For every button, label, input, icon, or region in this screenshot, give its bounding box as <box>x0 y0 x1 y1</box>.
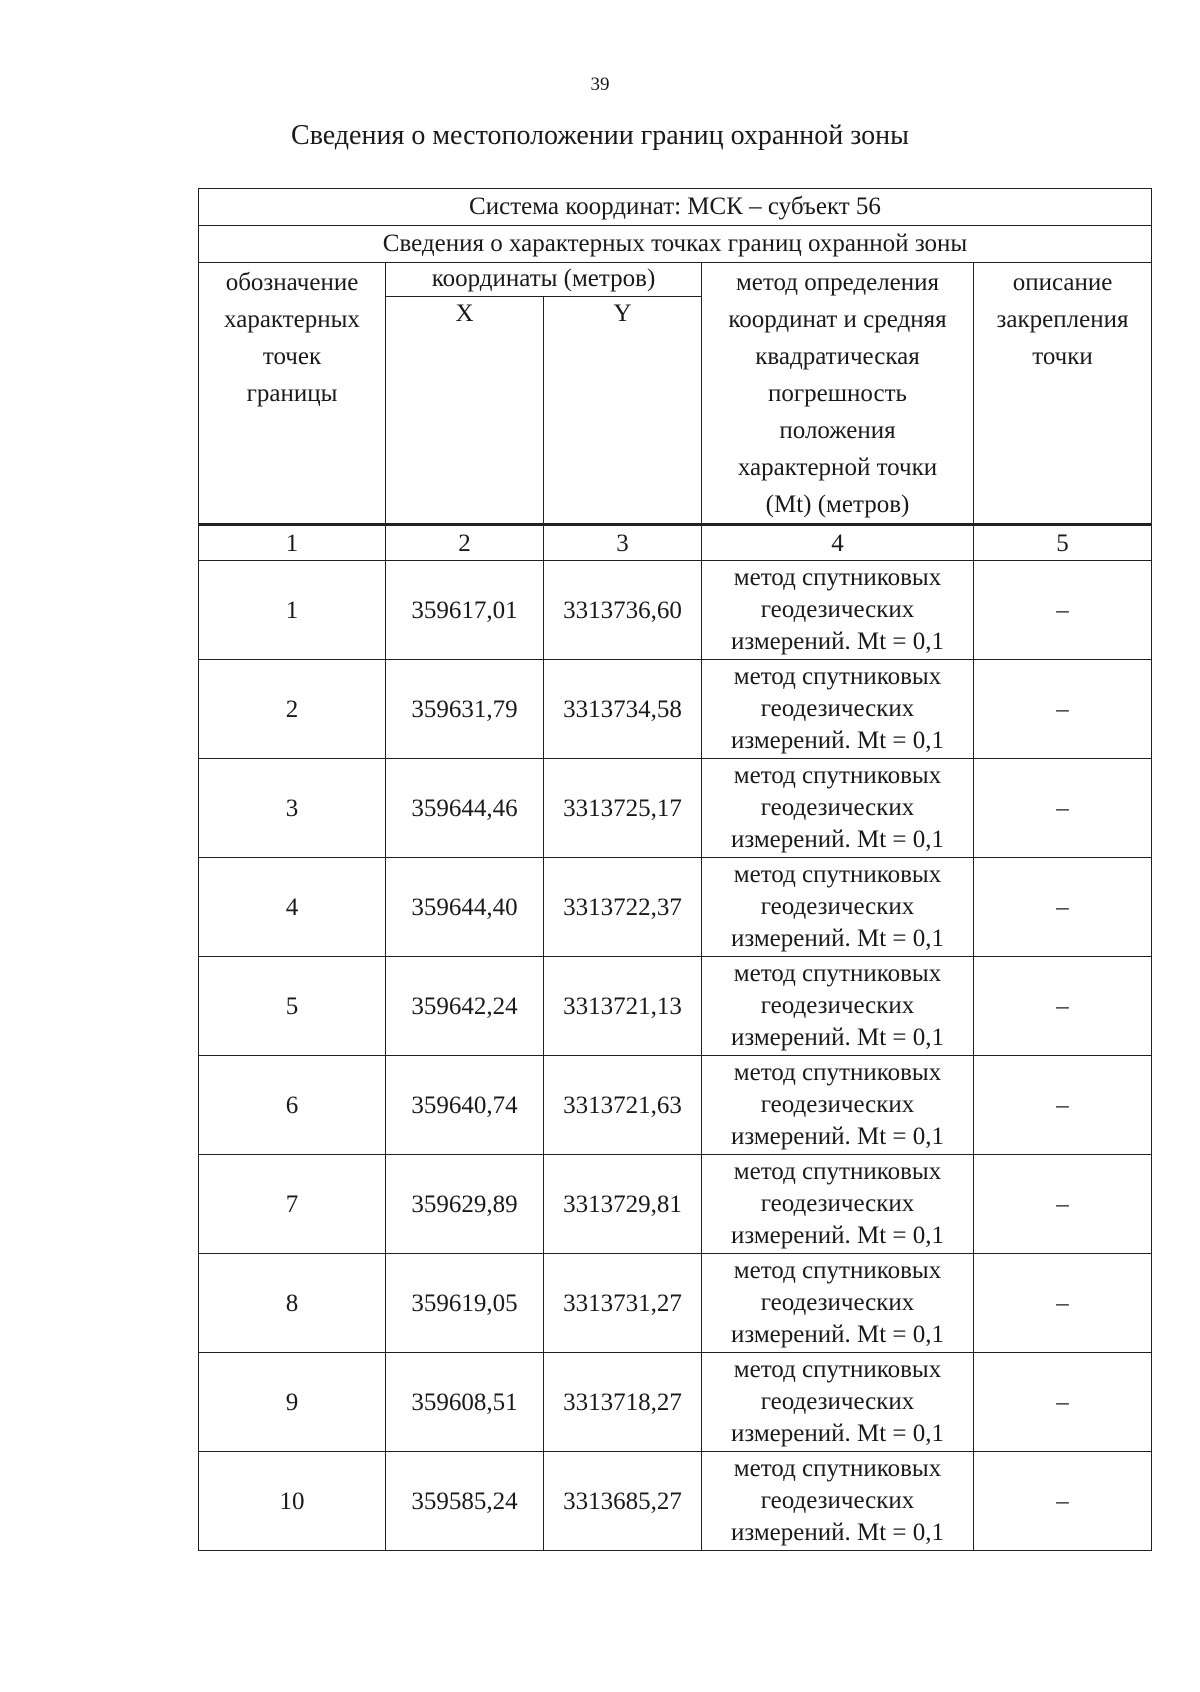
point-number-cell: 5 <box>199 957 386 1056</box>
method-line: измерений. Mt = 0,1 <box>730 1222 945 1249</box>
method-line: метод спутниковых <box>733 1455 942 1482</box>
y-coordinate-cell: 3313736,60 <box>544 561 702 660</box>
point-number-cell: 7 <box>199 1155 386 1254</box>
method-line: метод спутниковых <box>733 1059 942 1086</box>
method-cell <box>702 858 974 957</box>
method-cell <box>702 957 974 1056</box>
table-caption-cell: Сведения о характерных точках границ охранной зоны <box>199 226 1152 263</box>
table-row <box>199 858 1152 957</box>
method-line: измерений. Mt = 0,1 <box>730 1519 945 1546</box>
method-line: геодезических <box>760 695 915 722</box>
description-cell: – <box>974 1056 1152 1155</box>
header-designation <box>199 263 386 525</box>
header-x: X <box>386 296 544 524</box>
table-row <box>199 957 1152 1056</box>
method-line: геодезических <box>760 1190 915 1217</box>
method-cell <box>702 1452 974 1551</box>
method-line: метод спутниковых <box>733 564 942 591</box>
point-number-cell: 8 <box>199 1254 386 1353</box>
header-designation-line: характерных <box>224 306 360 333</box>
x-coordinate-cell: 359619,05 <box>386 1254 544 1353</box>
page-number: 39 <box>590 74 610 95</box>
y-coordinate-cell: 3313718,27 <box>544 1353 702 1452</box>
method-cell <box>702 660 974 759</box>
table-row <box>199 1254 1152 1353</box>
method-line: метод спутниковых <box>733 1356 942 1383</box>
y-coordinate-cell: 3313729,81 <box>544 1155 702 1254</box>
boundary-table-container <box>198 188 1151 1551</box>
coordinate-system-cell: Система координат: МСК – субъект 56 <box>199 189 1152 226</box>
header-designation-line: обозначение <box>225 269 359 296</box>
method-line: измерений. Mt = 0,1 <box>730 727 945 754</box>
y-coordinate-cell: 3313721,63 <box>544 1056 702 1155</box>
x-coordinate-cell: 359631,79 <box>386 660 544 759</box>
y-coordinate-cell: 3313734,58 <box>544 660 702 759</box>
point-number-cell: 4 <box>199 858 386 957</box>
method-line: измерений. Mt = 0,1 <box>730 1123 945 1150</box>
header-method-line: координат и средняя <box>728 306 947 333</box>
method-line: измерений. Mt = 0,1 <box>730 1321 945 1348</box>
point-number-cell: 3 <box>199 759 386 858</box>
method-line: метод спутниковых <box>733 960 942 987</box>
method-line: геодезических <box>760 1091 915 1118</box>
method-line: геодезических <box>760 1487 915 1514</box>
description-cell: – <box>974 1254 1152 1353</box>
column-number: 2 <box>386 525 544 561</box>
method-line: метод спутниковых <box>733 762 942 789</box>
header-y: Y <box>544 296 702 524</box>
y-coordinate-cell: 3313721,13 <box>544 957 702 1056</box>
x-coordinate-cell: 359585,24 <box>386 1452 544 1551</box>
column-number-row <box>199 525 1152 561</box>
method-line: геодезических <box>760 992 915 1019</box>
header-designation-line: точек <box>262 343 322 370</box>
header-method <box>702 263 974 525</box>
method-line: геодезических <box>760 596 915 623</box>
method-line: метод спутниковых <box>733 1257 942 1284</box>
table-caption-row <box>199 226 1152 263</box>
method-line: измерений. Mt = 0,1 <box>730 826 945 853</box>
method-line: метод спутниковых <box>733 1158 942 1185</box>
y-coordinate-cell: 3313722,37 <box>544 858 702 957</box>
x-coordinate-cell: 359608,51 <box>386 1353 544 1452</box>
header-row <box>199 263 1152 297</box>
description-cell: – <box>974 957 1152 1056</box>
column-number: 5 <box>974 525 1152 561</box>
header-description-line: точки <box>1032 343 1093 370</box>
point-number-cell: 1 <box>199 561 386 660</box>
method-cell <box>702 561 974 660</box>
coordinate-system-row <box>199 189 1152 226</box>
y-coordinate-cell: 3313725,17 <box>544 759 702 858</box>
header-method-line: погрешность <box>768 380 907 407</box>
method-line: метод спутниковых <box>733 861 942 888</box>
table-row <box>199 1056 1152 1155</box>
boundary-points-table <box>198 188 1152 1551</box>
table-row <box>199 660 1152 759</box>
header-method-line: квадратическая <box>755 343 920 370</box>
x-coordinate-cell: 359642,24 <box>386 957 544 1056</box>
table-row <box>199 759 1152 858</box>
header-designation-line: границы <box>246 380 338 407</box>
header-method-line: метод определения <box>735 269 940 296</box>
method-line: геодезических <box>760 1289 915 1316</box>
method-line: геодезических <box>760 893 915 920</box>
description-cell: – <box>974 1155 1152 1254</box>
method-cell <box>702 759 974 858</box>
method-cell <box>702 1353 974 1452</box>
table-row <box>199 1155 1152 1254</box>
table-row <box>199 1452 1152 1551</box>
x-coordinate-cell: 359629,89 <box>386 1155 544 1254</box>
description-cell: – <box>974 561 1152 660</box>
header-description-line: закрепления <box>996 306 1129 333</box>
x-coordinate-cell: 359644,46 <box>386 759 544 858</box>
description-cell: – <box>974 759 1152 858</box>
column-number: 4 <box>702 525 974 561</box>
description-cell: – <box>974 858 1152 957</box>
method-line: геодезических <box>760 1388 915 1415</box>
y-coordinate-cell: 3313731,27 <box>544 1254 702 1353</box>
x-coordinate-cell: 359617,01 <box>386 561 544 660</box>
description-cell: – <box>974 660 1152 759</box>
header-description <box>974 263 1152 525</box>
header-method-line: положения <box>779 417 896 444</box>
header-description-line: описание <box>1012 269 1113 296</box>
method-line: измерений. Mt = 0,1 <box>730 1420 945 1447</box>
method-cell <box>702 1254 974 1353</box>
method-line: измерений. Mt = 0,1 <box>730 1024 945 1051</box>
y-coordinate-cell: 3313685,27 <box>544 1452 702 1551</box>
point-number-cell: 9 <box>199 1353 386 1452</box>
method-line: геодезических <box>760 794 915 821</box>
header-method-line: характерной точки <box>737 454 938 481</box>
table-row <box>199 561 1152 660</box>
column-number: 3 <box>544 525 702 561</box>
column-number: 1 <box>199 525 386 561</box>
method-cell <box>702 1155 974 1254</box>
method-line: измерений. Mt = 0,1 <box>730 628 945 655</box>
description-cell: – <box>974 1353 1152 1452</box>
method-line: измерений. Mt = 0,1 <box>730 925 945 952</box>
header-method-line: (Mt) (метров) <box>765 491 910 518</box>
x-coordinate-cell: 359640,74 <box>386 1056 544 1155</box>
point-number-cell: 6 <box>199 1056 386 1155</box>
x-coordinate-cell: 359644,40 <box>386 858 544 957</box>
point-number-cell: 2 <box>199 660 386 759</box>
point-number-cell: 10 <box>199 1452 386 1551</box>
method-cell <box>702 1056 974 1155</box>
header-coordinates: координаты (метров) <box>386 263 702 297</box>
method-line: метод спутниковых <box>733 663 942 690</box>
document-title: Сведения о местоположении границ охранной зоны <box>291 120 909 151</box>
description-cell: – <box>974 1452 1152 1551</box>
table-row <box>199 1353 1152 1452</box>
